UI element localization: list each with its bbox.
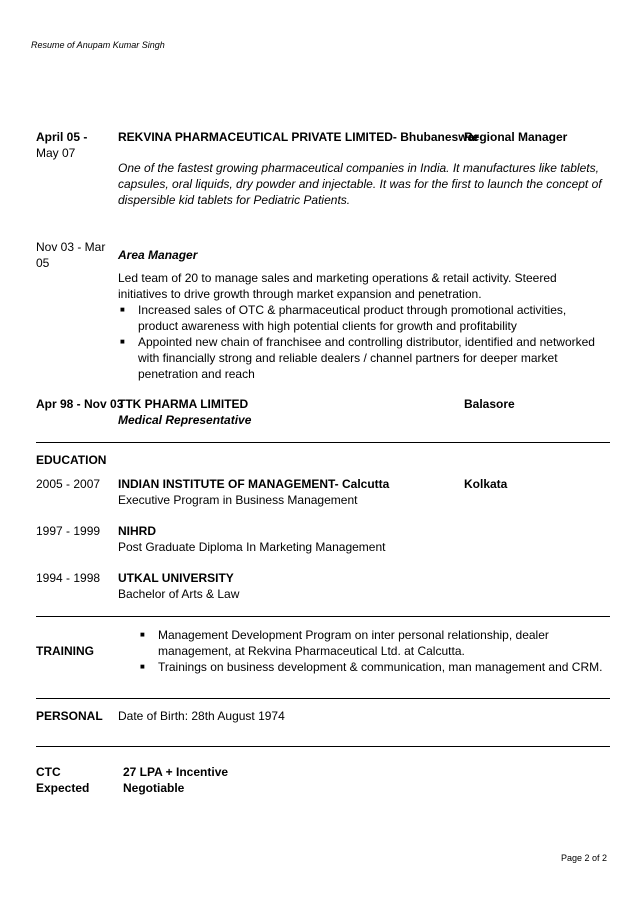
exp-area-summary: Led team of 20 to manage sales and marketing operations & retail activity. Steered initiatives to drive growth through market expansion and penetration.: [118, 271, 557, 301]
ctc-value: 27 LPA + Incentive: [123, 765, 229, 779]
personal-dob: Date of Birth: 28th August 1974: [118, 709, 285, 723]
training-heading: TRAINING: [36, 644, 94, 658]
training-list: [138, 627, 608, 675]
personal-heading: PERSONAL: [36, 709, 103, 723]
bullet-icon: ■: [140, 662, 145, 671]
exp-ttk-role: Medical Representative: [118, 413, 252, 427]
exp-area-dates-start: Nov 03 - Mar: [36, 240, 106, 254]
bullet-icon: ■: [120, 305, 125, 314]
section-divider: [36, 442, 610, 443]
education-years: 2005 - 2007: [36, 477, 101, 491]
ctc-expected-value: Negotiable: [123, 781, 185, 795]
exp-ttk-dates: Apr 98 - Nov 03: [36, 397, 124, 411]
ctc-label: CTC: [36, 765, 61, 779]
list-item: ■ Appointed new chain of franchisee and controlling distributor, identified and networked with financially strong and reliable dealers / channel partners for deeper market penetration and reach: [120, 335, 595, 381]
exp-area-role: Area Manager: [118, 248, 198, 262]
list-item: ■ Management Development Program on inter personal relationship, dealer management, at Rekvina Pharmaceutical Ltd. at Calcutta.: [140, 628, 549, 658]
exp-rekvina-role: Regional Manager: [464, 130, 568, 144]
education-years: 1997 - 1999: [36, 524, 101, 538]
section-divider: [36, 616, 610, 617]
exp-rekvina-description: One of the fastest growing pharmaceutical companies in India. It manufactures like tablets, capsules, oral liquids, dry powder and injectable. It was for the first to launch the concept of dispersible kid tablets for Pediatric Patients.: [118, 161, 602, 207]
education-institution: INDIAN INSTITUTE OF MANAGEMENT- Calcutta: [118, 477, 390, 491]
education-institution: UTKAL UNIVERSITY: [118, 571, 234, 585]
education-program: Bachelor of Arts & Law: [118, 587, 240, 601]
education-program: Post Graduate Diploma In Marketing Management: [118, 540, 386, 554]
bullet-icon: ■: [140, 630, 145, 639]
list-item: ■ Increased sales of OTC & pharmaceutical product through promotional activities, product awareness with high potential clients for growth and profitability: [120, 303, 567, 333]
exp-ttk-location: Balasore: [464, 397, 515, 411]
exp-area-bullets: [118, 302, 608, 382]
education-institution: NIHRD: [118, 524, 156, 538]
exp-rekvina-company: REKVINA PHARMACEUTICAL PRIVATE LIMITED- Bhubaneswar: [118, 130, 479, 144]
education-location: Kolkata: [464, 477, 508, 491]
exp-area-dates-end: 05: [36, 256, 50, 270]
exp-rekvina-dates-end: May 07: [36, 146, 76, 160]
education-years: 1994 - 1998: [36, 571, 101, 585]
exp-ttk-company: TTK PHARMA LIMITED: [118, 397, 249, 411]
bullet-icon: ■: [120, 337, 125, 346]
section-divider: [36, 746, 610, 747]
section-divider: [36, 698, 610, 699]
list-item: ■ Trainings on business development & communication, man management and CRM.: [140, 660, 603, 674]
page-number: Page 2 of 2: [560, 853, 607, 863]
education-heading: EDUCATION: [36, 453, 107, 467]
exp-rekvina-dates-start: April 05 -: [36, 130, 88, 144]
page-header: Resume of Anupam Kumar Singh: [31, 40, 165, 50]
education-program: Executive Program in Business Management: [118, 493, 358, 507]
ctc-expected-label: Expected: [36, 781, 90, 795]
